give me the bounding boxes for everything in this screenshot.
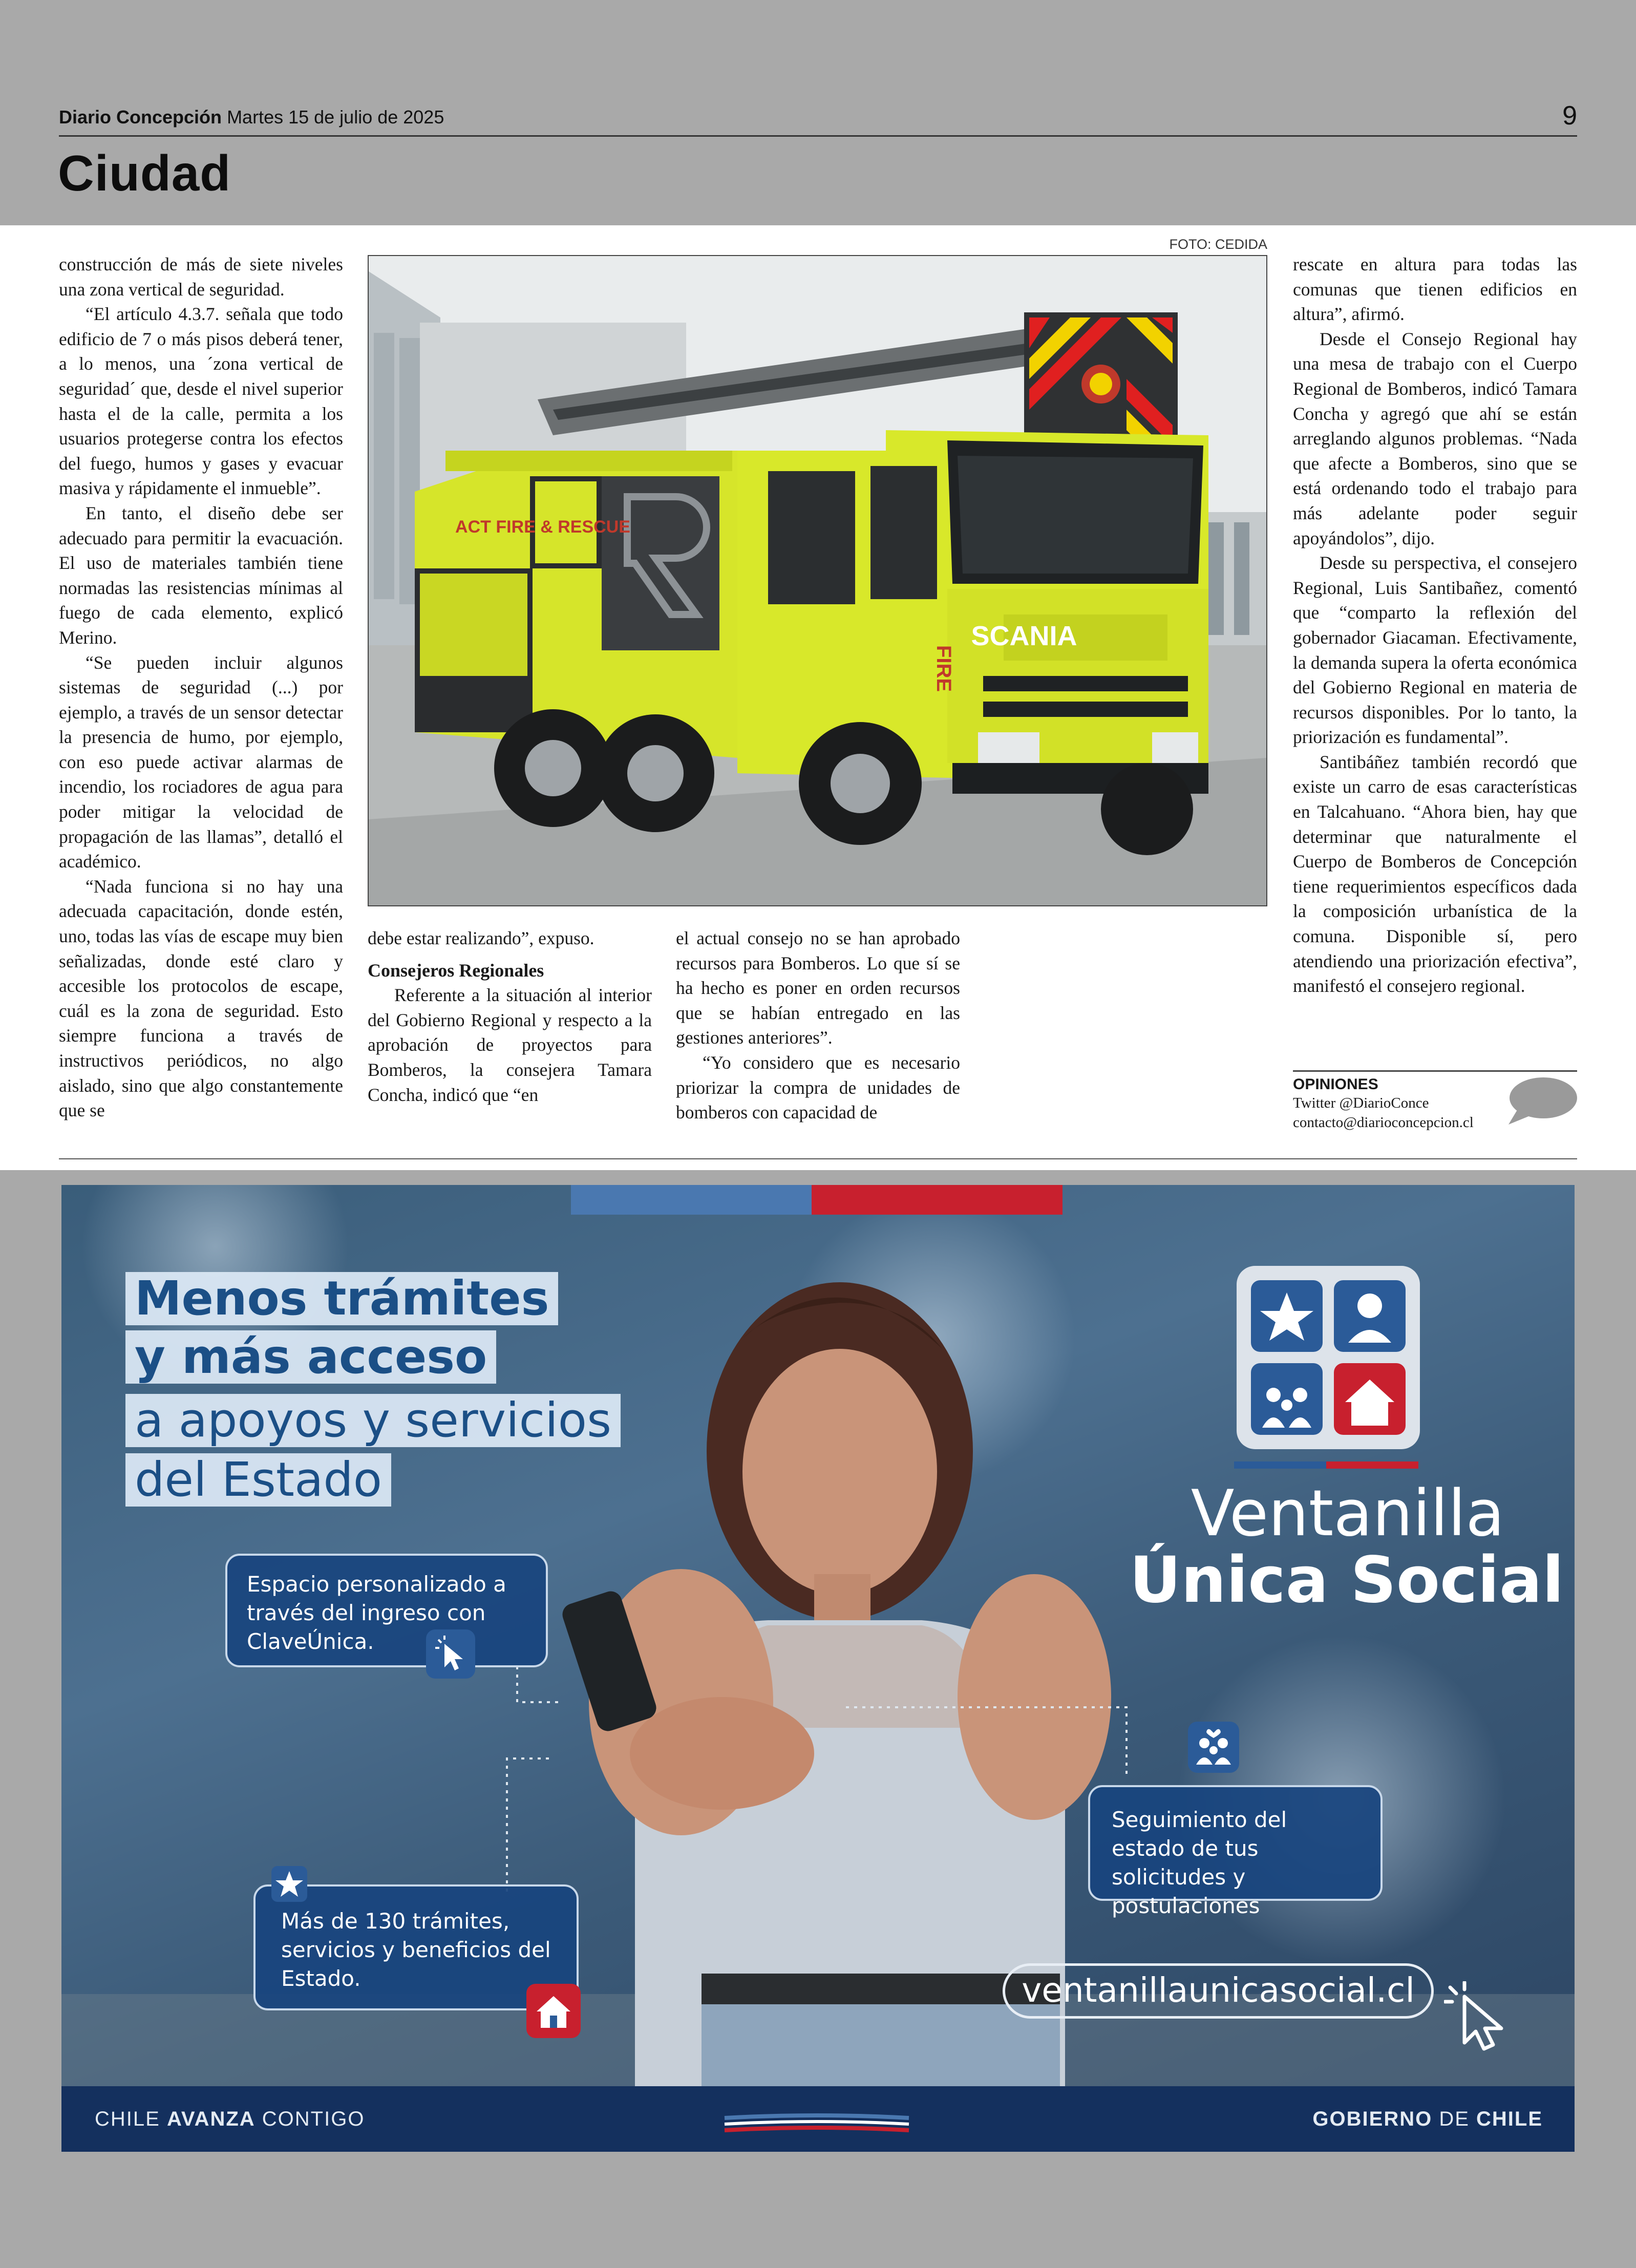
- subheading: Consejeros Regionales: [368, 960, 544, 981]
- slogan: CHILE AVANZA CONTIGO: [95, 2108, 365, 2130]
- brand-flag-rule: [1234, 1461, 1418, 1469]
- paragraph: Desde su perspectiva, el consejero Regional, Luis Santibañez, comentó que “comparto la reflexión del gobernador Giacaman. Efectivamente, la demanda supera la oferta económica del Gobierno Regional en materia de recursos disponibles. Por lo tanto, la priorización es fundamental”.: [1293, 553, 1577, 748]
- paragraph: “Nada funciona si no hay una adecuada capacitación, donde estén, uno, todas las vías de escape muy bien señalizadas, donde esté claro y accesible los protocolos de escape, cuál es la zona de seguridad. Esto siempre funciona a través de instructivos periódicos, no algo aislado, sino que algo constantemente que se: [59, 876, 343, 1121]
- photo-credit: FOTO: CEDIDA: [1169, 237, 1267, 252]
- government-signature: GOBIERNO DE CHILE: [1312, 2108, 1543, 2130]
- paragraph: construcción de más de siete niveles una zona vertical de seguridad.: [59, 254, 343, 300]
- paragraph: rescate en altura para todas las comunas que tienen edificios en altura”, afirmó.: [1293, 254, 1577, 325]
- paragraph: En tanto, el diseño debe ser adecuado para permitir la evacuación. El uso de materiales también tiene normadas las resistencias mínimas al fuego de cada elemento, explicó Merino.: [59, 502, 343, 648]
- feature-text: Más de 130 trámites, servicios y beneficios del Estado.: [281, 1909, 551, 1991]
- newspaper-name: Diario Concepción: [59, 107, 222, 128]
- paragraph: “Yo considero que es necesario priorizar la compra de unidades de bomberos con capacidad de: [676, 1052, 960, 1123]
- fire-truck-photo: [368, 255, 1267, 906]
- masthead: [59, 107, 444, 128]
- feature-box-seguimiento: [1088, 1785, 1383, 1918]
- paragraph: Referente a la situación al interior del Gobierno Regional y respecto a la aprobación de proyectos para Bomberos, la consejera Tamara Concha, indicó que “en: [368, 985, 652, 1105]
- star-icon: [271, 1866, 307, 1902]
- fire-truck-illustration: [369, 256, 1266, 905]
- headline-line-3: a apoyos y servicios: [125, 1394, 621, 1447]
- header-divider: [59, 135, 1577, 137]
- headline-line-4: del Estado: [125, 1453, 391, 1507]
- twitter-handle[interactable]: Twitter @DiarioConce: [1293, 1095, 1429, 1111]
- brand-title-line-2: Única Social: [1129, 1543, 1564, 1617]
- opiniones-divider: [1293, 1070, 1577, 1072]
- paragraph: Santibáñez también recordó que existe un carro de esas características en Talcahuano. “Ahora bien, hay que determinar que naturalmente el Cuerpo de Bomberos de Concepción tiene requerimientos específicos dada la composición urbanística de la comuna. Disponible sí, pero atendiendo una priorización efectiva”, manifestó el consejero regional.: [1293, 751, 1577, 997]
- section-title: Ciudad: [58, 145, 231, 201]
- family-icon: [1188, 1722, 1239, 1773]
- paragraph: debe estar realizando”, expuso.: [368, 928, 594, 948]
- flag-bar-blue: [571, 1185, 812, 1215]
- paragraph: Desde el Consejo Regional hay una mesa de trabajo con el Cuerpo Regional de Bomberos, indicó Tamara Concha y agregó que ahí se están arreglando algunos problemas. “Nada que afecte a Bomberos, sino que se está ordenando todo el trabajo para más adelante poder seguir apoyándolos”, dijo.: [1293, 328, 1577, 548]
- headline-line-1: Menos trámites: [125, 1272, 558, 1325]
- article-bottom-divider: [59, 1158, 1577, 1159]
- feature-text: Espacio personalizado a través del ingreso con ClaveÚnica.: [247, 1572, 506, 1654]
- truck-side-word: FIRE: [932, 645, 955, 692]
- article-column-4: [1293, 252, 1577, 999]
- article-column-2: [368, 926, 652, 1107]
- ventanilla-logo: [1237, 1266, 1420, 1449]
- opiniones-box: [1293, 1070, 1577, 1132]
- paragraph: “El artículo 4.3.7. señala que todo edificio de 7 o más pisos deberá tener, a lo menos, una ´zona vertical de seguridad´ que, desde el nivel superior hasta el de la calle, permita a los usuarios protegerse contra los efectos del fuego, humos y gases y evacuar masiva y rápidamente el inmueble”.: [59, 304, 343, 499]
- paragraph: “Se pueden incluir algunos sistemas de seguridad (...) por ejemplo, a través de un sensor detectar la presencia de humo, por ejemplo, con eso puede activar alarmas de incendio, los rociadores de agua para poder mitigar la velocidad de propagación de las llamas”, detalló el académico.: [59, 652, 343, 872]
- government-advertisement: [61, 1185, 1575, 2152]
- paragraph: el actual consejo no se han aprobado recursos para Bomberos. Lo que sí se ha hecho es poner en orden recursos que se habían entregado en las gestiones anteriores”.: [676, 928, 960, 1048]
- page-header: [0, 0, 1636, 225]
- feature-text: Seguimiento del estado de tus solicitudes y postulaciones: [1112, 1807, 1287, 1918]
- cursor-click-icon: [426, 1629, 475, 1679]
- ad-footer-bar: [61, 2086, 1575, 2152]
- pointer-cursor-icon: [1444, 1981, 1531, 2058]
- website-url[interactable]: ventanillaunicasocial.cl: [1003, 1963, 1434, 2019]
- opiniones-title: OPINIONES: [1293, 1076, 1378, 1093]
- contact-email[interactable]: contacto@diarioconcepcion.cl: [1293, 1114, 1474, 1131]
- article-column-3: [676, 926, 960, 1125]
- issue-date: Martes 15 de julio de 2025: [227, 107, 444, 128]
- flag-bar-red: [812, 1185, 1063, 1215]
- speech-bubble-icon: [1505, 1075, 1577, 1127]
- article-column-1: [59, 252, 343, 1123]
- flag-swoosh-icon: [719, 2113, 914, 2133]
- feature-box-claveunica: [225, 1554, 548, 1667]
- brand-title-line-1: Ventanilla: [1191, 1477, 1505, 1551]
- truck-door-sign: ACT FIRE & RESCUE: [455, 517, 630, 537]
- article-block: [0, 225, 1636, 1170]
- page-number: 9: [1562, 101, 1577, 131]
- truck-brand: SCANIA: [971, 621, 1077, 651]
- house-icon: [526, 1984, 581, 2038]
- headline-line-2: y más acceso: [125, 1330, 496, 1384]
